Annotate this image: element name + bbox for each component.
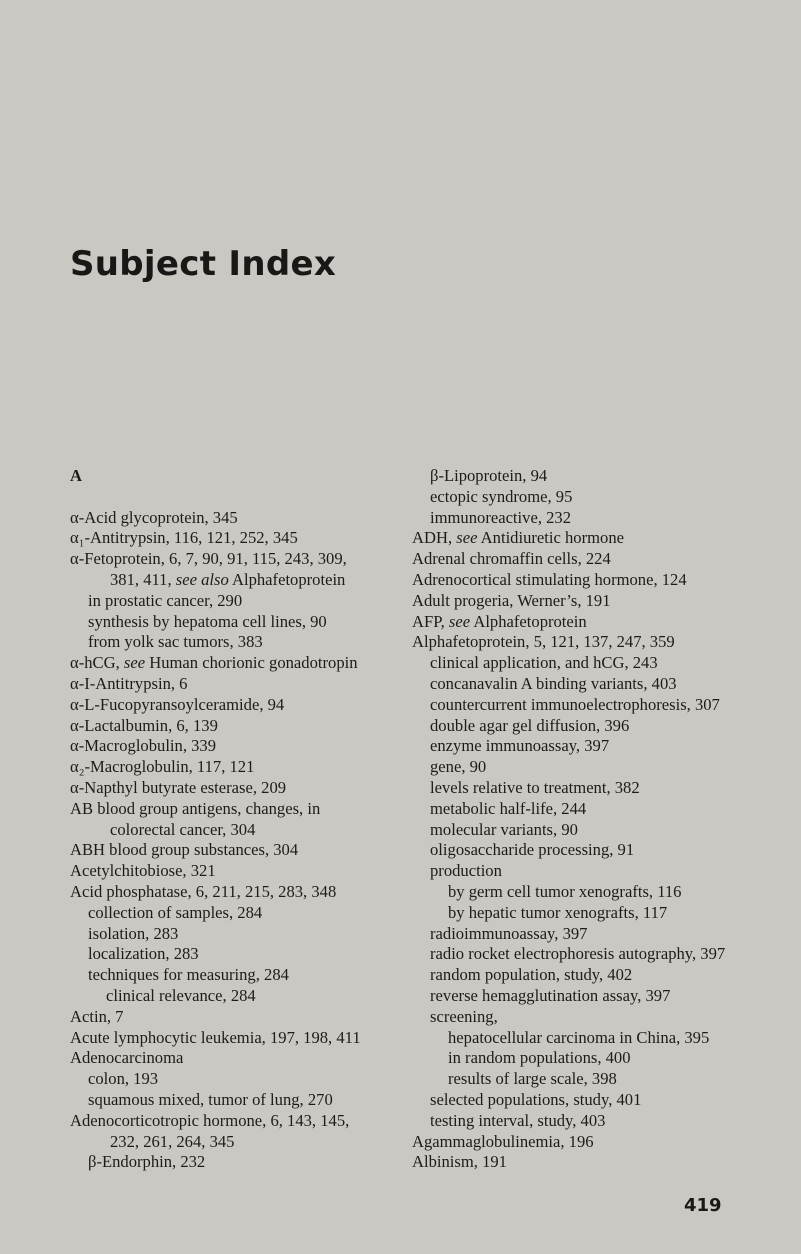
entry-text: ABH blood group substances, 304: [70, 840, 299, 860]
entry-text: ADH,: [412, 528, 457, 548]
entry-target: Alphafetoprotein: [470, 611, 587, 631]
index-subentry: [70, 1069, 400, 1090]
index-entry: [70, 528, 400, 549]
entry-target: Alphafetoprotein: [228, 569, 346, 589]
entry-text: Actin, 7: [70, 1006, 124, 1026]
entry-text: α-I-Antitrypsin, 6: [70, 673, 188, 693]
entry-text: Alphafetoprotein, 5, 121, 137, 247, 359: [412, 632, 675, 652]
index-subentry: [70, 965, 400, 986]
entry-text: β-Endorphin, 232: [88, 1152, 206, 1172]
entry-text: radio rocket electrophoresis autography, 397: [430, 944, 726, 964]
index-subentry: [70, 986, 400, 1007]
index-entry: [70, 840, 400, 861]
index-subentry: [70, 903, 400, 924]
entry-text: in prostatic cancer, 290: [88, 590, 243, 610]
entry-text: 232, 261, 264, 345: [110, 1131, 235, 1151]
entry-text: testing interval, study, 403: [430, 1110, 606, 1130]
index-subentry: [412, 508, 742, 529]
entry-text: colon, 193: [88, 1069, 159, 1089]
entry-target: Antidiuretic hormone: [477, 528, 625, 548]
entry-text: AB blood group antigens, changes, in: [70, 798, 321, 818]
index-entry: [412, 1152, 742, 1173]
index-subentry: [70, 612, 400, 633]
page-number: 419: [684, 1195, 722, 1216]
index-subentry: [412, 736, 742, 757]
index-subentry: [70, 1152, 400, 1173]
index-subentry: [412, 799, 742, 820]
index-entry: [70, 549, 400, 570]
entry-text: Albinism, 191: [412, 1152, 507, 1172]
entry-text: countercurrent immunoelectrophoresis, 307: [430, 694, 720, 714]
index-subentry: [412, 965, 742, 986]
entry-text: levels relative to treatment, 382: [430, 777, 640, 797]
entry-text: concanavalin A binding variants, 403: [430, 673, 677, 693]
index-subentry: [70, 924, 400, 945]
index-entry: [70, 882, 400, 903]
index-entry: [70, 716, 400, 737]
entry-text: collection of samples, 284: [88, 902, 263, 922]
index-entry: [412, 612, 742, 633]
entry-text: α-Lactalbumin, 6, 139: [70, 715, 218, 735]
index-entry: [70, 736, 400, 757]
index-entry: [70, 757, 400, 778]
index-entry: [70, 1007, 400, 1028]
entry-text: random population, study, 402: [430, 965, 633, 985]
index-entry: [412, 1132, 742, 1153]
index-subentry: [412, 1048, 742, 1069]
index-subentry: [412, 861, 742, 882]
index-subentry: [412, 1090, 742, 1111]
entry-text: Acid phosphatase, 6, 211, 215, 283, 348: [70, 881, 337, 901]
index-subentry: [70, 1090, 400, 1111]
entry-text: α₁-Antitrypsin, 116, 121, 252, 345: [70, 528, 298, 548]
entry-text: molecular variants, 90: [430, 819, 578, 839]
entry-text: enzyme immunoassay, 397: [430, 736, 610, 756]
entry-text: AFP,: [412, 611, 449, 631]
entry-text: hepatocellular carcinoma in China, 395: [448, 1027, 710, 1047]
entry-text: clinical relevance, 284: [106, 985, 256, 1005]
index-entry: [70, 778, 400, 799]
entry-text: screening,: [430, 1006, 498, 1026]
index-entry: [412, 632, 742, 653]
entry-text: ectopic syndrome, 95: [430, 486, 573, 506]
index-subentry: [412, 882, 742, 903]
entry-text: β-Lipoprotein, 94: [430, 466, 548, 485]
index-column-left: [70, 466, 400, 1173]
index-subentry: [70, 944, 400, 965]
see-reference: see: [448, 611, 471, 631]
index-subentry: [412, 840, 742, 861]
entry-text: localization, 283: [88, 944, 199, 964]
index-subentry: [412, 674, 742, 695]
index-entry: [70, 674, 400, 695]
entry-text: colorectal cancer, 304: [110, 819, 256, 839]
entry-text: by hepatic tumor xenografts, 117: [448, 902, 668, 922]
entry-text: Adult progeria, Werner’s, 191: [412, 590, 611, 610]
index-entry: [70, 508, 400, 529]
index-subentry: [412, 820, 742, 841]
entry-text: immunoreactive, 232: [430, 507, 572, 527]
index-entry: [412, 570, 742, 591]
index-entry: [70, 861, 400, 882]
index-subentry: [412, 695, 742, 716]
entry-text: Acetylchitobiose, 321: [70, 861, 216, 881]
entry-text: Adenocorticotropic hormone, 6, 143, 145,: [70, 1110, 350, 1130]
index-subentry: [412, 757, 742, 778]
entry-text: techniques for measuring, 284: [88, 965, 289, 985]
entry-text: production: [430, 861, 502, 881]
page-title: Subject Index: [70, 244, 337, 284]
index-entry: [70, 1048, 400, 1069]
entry-text: gene, 90: [430, 757, 487, 777]
index-entry: [412, 549, 742, 570]
index-subentry: [412, 1028, 742, 1049]
index-entry: [70, 1028, 400, 1049]
index-subentry: [70, 591, 400, 612]
index-subentry: [412, 487, 742, 508]
index-subentry: [412, 903, 742, 924]
entry-target: Human chorionic gonadotropin: [145, 653, 358, 673]
entry-text: α-Fetoprotein, 6, 7, 90, 91, 115, 243, 309,: [70, 549, 347, 569]
entry-text: Adenocarcinoma: [70, 1048, 184, 1068]
entry-text: double agar gel diffusion, 396: [430, 715, 630, 735]
index-subentry: [412, 778, 742, 799]
entry-text: α-Macroglobulin, 339: [70, 736, 217, 756]
entry-text: Acute lymphocytic leukemia, 197, 198, 411: [70, 1027, 361, 1047]
entry-text: α-L-Fucopyransoylceramide, 94: [70, 694, 285, 714]
entry-text: squamous mixed, tumor of lung, 270: [88, 1089, 333, 1109]
index-subentry: [412, 716, 742, 737]
see-reference: see: [123, 653, 146, 673]
entry-text: radioimmunoassay, 397: [430, 923, 588, 943]
entry-text: α-hCG,: [70, 653, 124, 673]
see-reference: see: [456, 528, 478, 548]
entry-text: from yolk sac tumors, 383: [88, 632, 263, 652]
index-subentry: [412, 1111, 742, 1132]
entry-text: isolation, 283: [88, 923, 179, 943]
index-subentry: [412, 1007, 742, 1028]
index-subentry: [412, 1069, 742, 1090]
index-subentry: [412, 466, 742, 487]
index-entry-continuation: [70, 570, 400, 591]
index-subentry: [70, 632, 400, 653]
entry-text: clinical application, and hCG, 243: [430, 653, 658, 673]
index-entry: [70, 695, 400, 716]
index-subentry: [412, 986, 742, 1007]
entry-text: results of large scale, 398: [448, 1069, 617, 1089]
entry-text: 381, 411,: [110, 569, 176, 589]
entry-text: Adrenocortical stimulating hormone, 124: [412, 569, 687, 589]
index-subentry: [412, 944, 742, 965]
index-column-right: [412, 466, 742, 1173]
entry-text: metabolic half-life, 244: [430, 798, 587, 818]
entry-text: Adrenal chromaffin cells, 224: [412, 549, 611, 569]
entry-text: in random populations, 400: [448, 1048, 631, 1068]
index-entry: [412, 528, 742, 549]
entry-text: reverse hemagglutination assay, 397: [430, 985, 671, 1005]
see-reference: see also: [175, 569, 229, 589]
section-letter: A: [70, 466, 82, 485]
entry-text: α-Acid glycoprotein, 345: [70, 507, 238, 527]
index-entry-continuation: [70, 820, 400, 841]
entry-text: oligosaccharide processing, 91: [430, 840, 635, 860]
entry-text: selected populations, study, 401: [430, 1089, 642, 1109]
index-subentry: [412, 653, 742, 674]
index-entry: [70, 799, 400, 820]
index-subentry: [412, 924, 742, 945]
index-entry: [70, 1111, 400, 1132]
entry-text: synthesis by hepatoma cell lines, 90: [88, 611, 327, 631]
index-entry: [70, 653, 400, 674]
entry-text: α-Napthyl butyrate esterase, 209: [70, 777, 287, 797]
index-entry-continuation: [70, 1132, 400, 1153]
index-entry: [412, 591, 742, 612]
entry-text: Agammaglobulinemia, 196: [412, 1131, 594, 1151]
entry-text: by germ cell tumor xenografts, 116: [448, 881, 682, 901]
entry-text: α₂-Macroglobulin, 117, 121: [70, 757, 255, 777]
